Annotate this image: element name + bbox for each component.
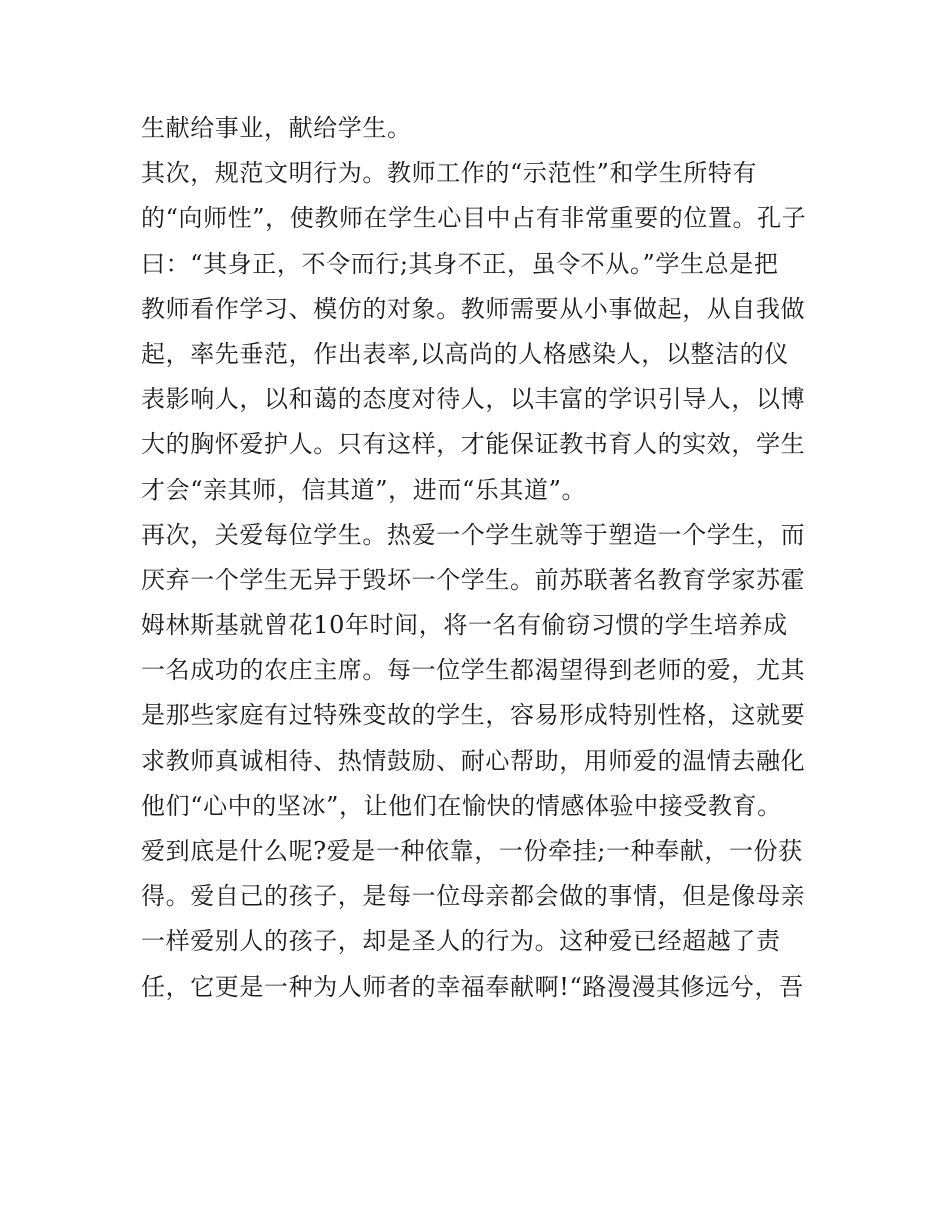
text-line: 其次，规范文明行为。教师工作的“示范性”和学生所特有 [141,159,758,188]
text-line: 得。爱自己的孩子，是每一位母亲都会做的事情，但是像母亲 [141,882,806,911]
text-line: 一样爱别人的孩子，却是圣人的行为。这种爱已经超越了责 [141,927,781,956]
text-line: 大的胸怀爱护人。只有这样，才能保证教书育人的实效，学生 [141,430,806,459]
body-text [141,106,821,1010]
text-line: 任，它更是一种为人师者的幸福奉献啊!“路漫漫其修远兮，吾 [141,972,804,1001]
text-line: 一名成功的农庄主席。每一位学生都渴望得到老师的爱，尤其 [141,656,806,685]
text-line: 才会“亲其师，信其道”，进而“乐其道”。 [141,475,587,504]
text-line: 教师看作学习、模仿的对象。教师需要从小事做起，从自我做 [141,294,806,323]
text-line: 厌弃一个学生无异于毁坏一个学生。前苏联著名教育学家苏霍 [141,565,806,594]
text-line: 姆林斯基就曾花10年时间，将一名有偷窃习惯的学生培养成 [141,611,788,640]
text-line: 爱到底是什么呢?爱是一种依靠，一份牵挂;一种奉献，一份获 [141,837,803,865]
text-line: 是那些家庭有过特殊变故的学生，容易形成特别性格，这就要 [141,701,806,730]
text-line: 起，率先垂范，作出表率,以高尚的人格感染人，以整洁的仪 [141,339,789,368]
text-line: 再次，关爱每位学生。热爱一个学生就等于塑造一个学生，而 [141,520,806,549]
text-line: 的“向师性”，使教师在学生心目中占有非常重要的位置。孔子 [141,204,807,233]
text-line: 他们“心中的坚冰”，让他们在愉快的情感体验中接受教育。 [141,791,782,820]
text-line: 表影响人，以和蔼的态度对待人，以丰富的学识引导人，以博 [141,385,806,414]
text-line: 生献给事业，献给学生。 [141,114,412,142]
text-line: 曰：“其身正，不令而行;其身不正，虽令不从。”学生总是把 [141,249,779,278]
text-line: 求教师真诚相待、热情鼓励、耐心帮助，用师爱的温情去融化 [141,746,806,775]
